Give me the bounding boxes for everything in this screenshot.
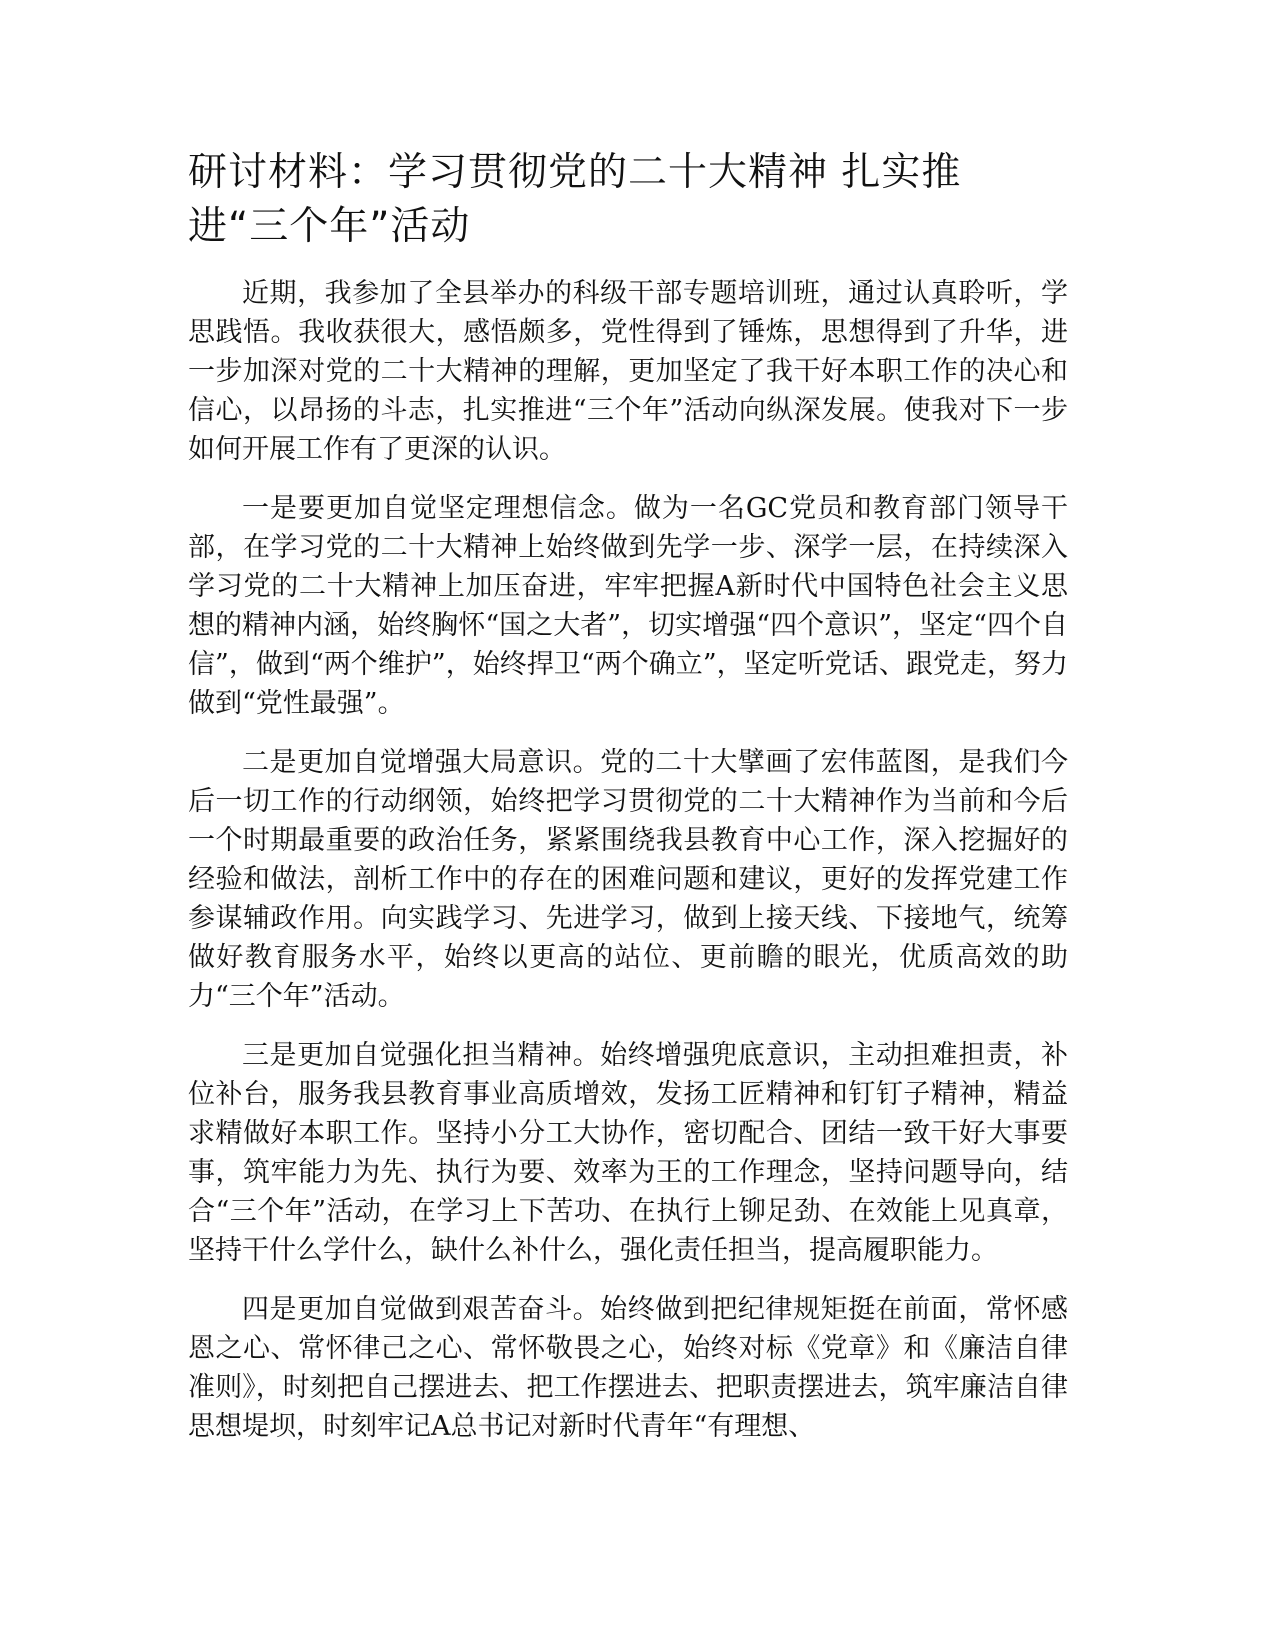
document-body — [188, 146, 1068, 1466]
paragraph-point-4: 四是更加自觉做到艰苦奋斗。始终做到把纪律规矩挺在前面，常怀感恩之心、常怀律己之心、常怀敬畏之心，始终对标《党章》和《廉洁自律准则》，时刻把自己摆进去、把工作摆进去、把职责摆进去，筑牢廉洁自律思想堤坝，时刻牢记A总书记对新时代青年“有理想、 — [188, 1294, 1068, 1442]
paragraph-point-1: 一是要更加自觉坚定理想信念。做为一名GC党员和教育部门领导干部，在学习党的二十大精神上始终做到先学一步、深学一层，在持续深入学习党的二十大精神上加压奋进，牢牢把握A新时代中国特色社会主义思想的精神内涵，始终胸怀“国之大者”，切实增强“四个意识”，坚定“四个自信”，做到“两个维护”，始终捍卫“两个确立”，坚定听党话、跟党走，努力做到“党性最强”。 — [188, 493, 1068, 719]
document-title: 研讨材料：学习贯彻党的二十大精神 扎实推进“三个年”活动 — [188, 150, 962, 249]
paragraph-point-2: 二是更加自觉增强大局意识。党的二十大擘画了宏伟蓝图，是我们今后一切工作的行动纲领，始终把学习贯彻党的二十大精神作为当前和今后一个时期最重要的政治任务，紧紧围绕我县教育中心工作，深入挖掘好的经验和做法，剖析工作中的存在的困难问题和建议，更好的发挥党建工作参谋辅政作用。向实践学习、先进学习，做到上接天线、下接地气，统筹做好教育服务水平，始终以更高的站位、更前瞻的眼光，优质高效的助力“三个年”活动。 — [188, 747, 1068, 1012]
paragraph-intro: 近期，我参加了全县举办的科级干部专题培训班，通过认真聆听，学思践悟。我收获很大，感悟颇多，党性得到了锤炼，思想得到了升华，进一步加深对党的二十大精神的理解，更加坚定了我干好本职工作的决心和信心，以昂扬的斗志，扎实推进“三个年”活动向纵深发展。使我对下一步如何开展工作有了更深的认识。 — [188, 278, 1068, 465]
paragraph-point-3: 三是更加自觉强化担当精神。始终增强兜底意识，主动担难担责，补位补台，服务我县教育事业高质增效，发扬工匠精神和钉钉子精神，精益求精做好本职工作。坚持小分工大协作，密切配合、团结一致干好大事要事，筑牢能力为先、执行为要、效率为王的工作理念，坚持问题导向，结合“三个年”活动，在学习上下苦功、在执行上铆足劲、在效能上见真章，坚持干什么学什么，缺什么补什么，强化责任担当，提高履职能力。 — [188, 1040, 1068, 1266]
